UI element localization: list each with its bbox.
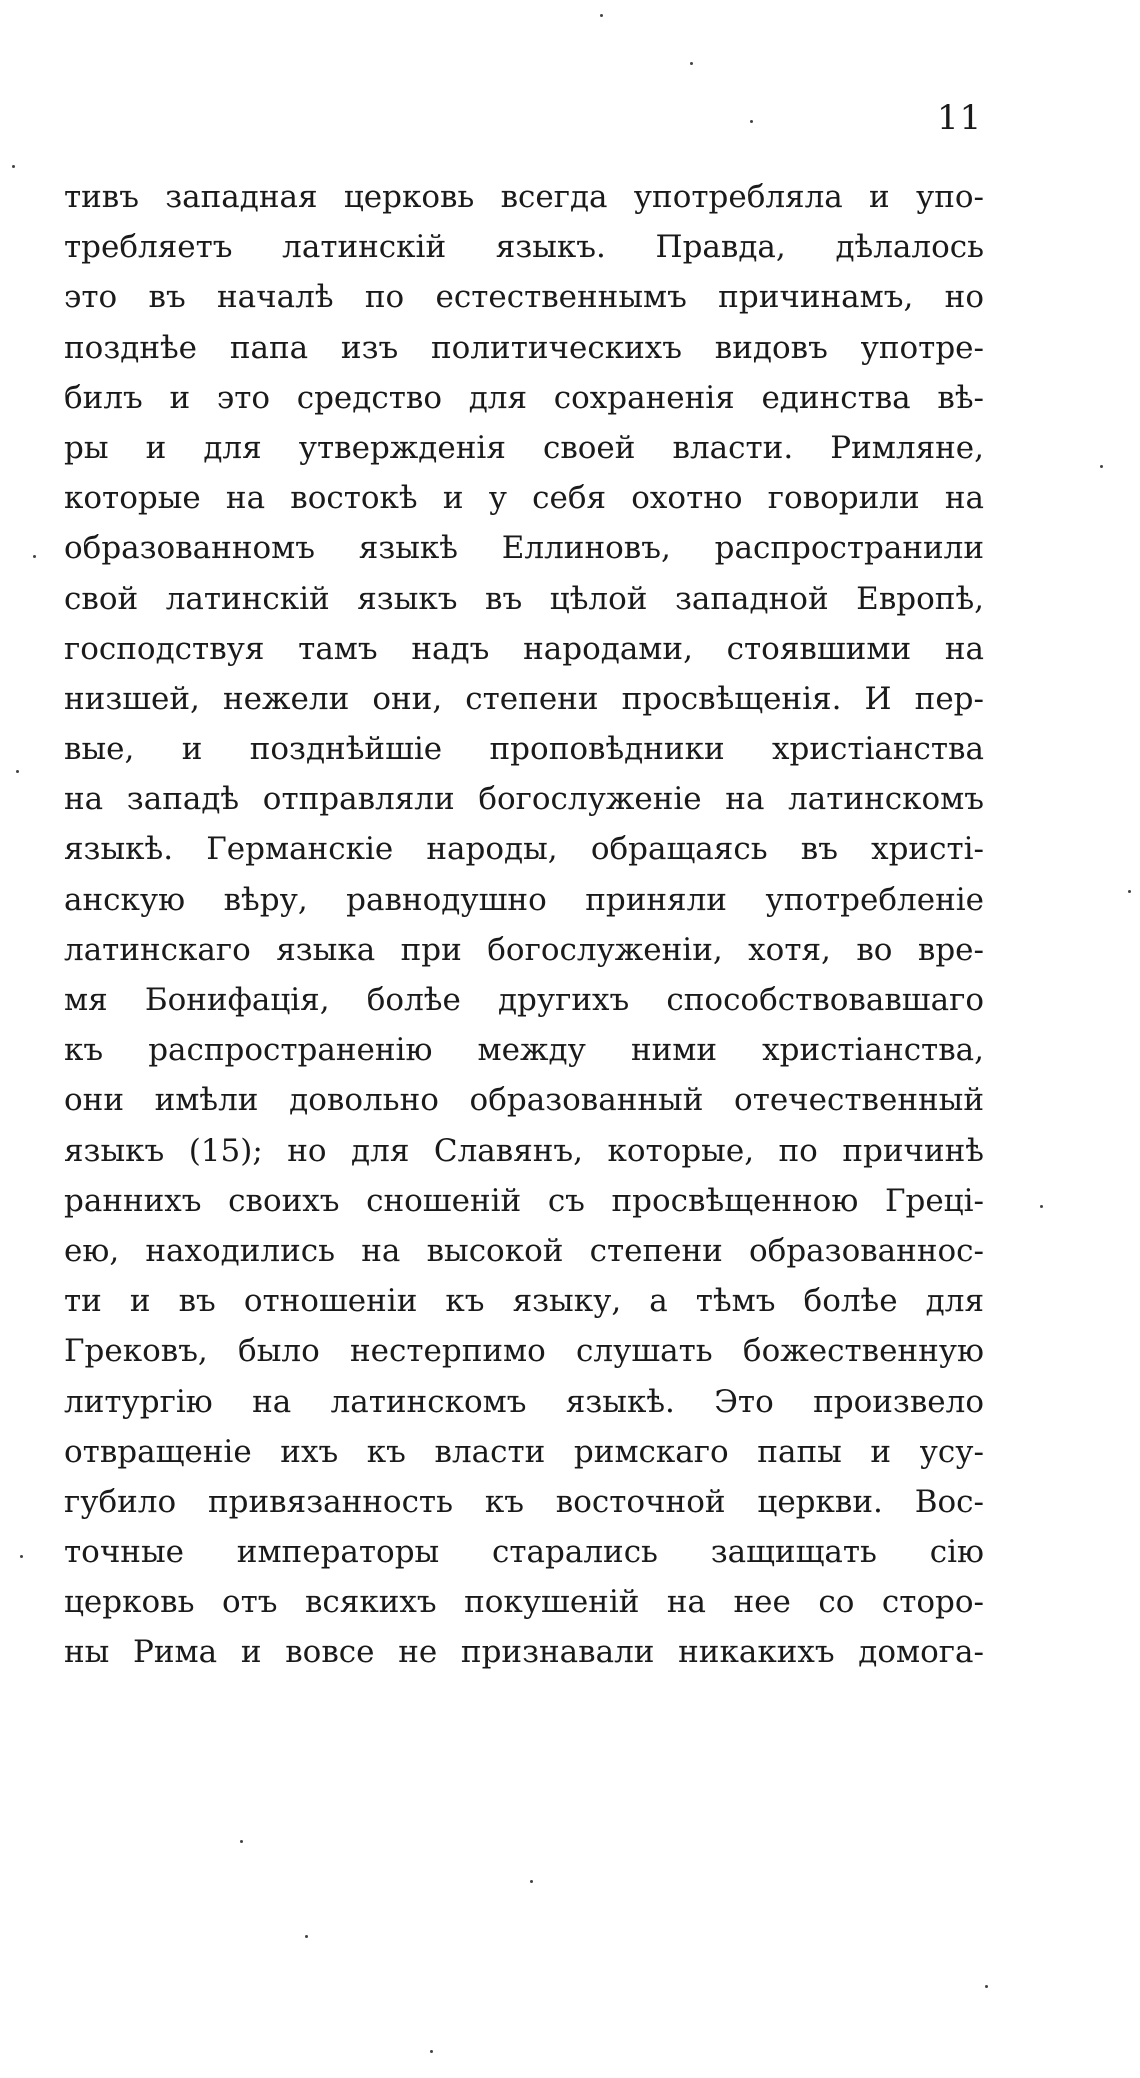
text-line: тивъ западная церковь всегда употребляла и упо- [64, 179, 984, 215]
text-line: мя Бонифація, болѣе другихъ способствовавшаго [64, 982, 984, 1018]
scan-speck [20, 1555, 23, 1558]
text-line: это въ началѣ по естественнымъ причинамъ, но [64, 279, 984, 316]
text-line: низшей, нежели они, степени просвѣщенія. И пер- [64, 680, 984, 717]
text-line: губило привязанность къ восточной церкви. Вос- [64, 1483, 984, 1520]
scan-speck [12, 165, 15, 168]
text-line: языкѣ. Германскіе народы, обращаясь въ христі- [64, 831, 984, 868]
scan-speck [985, 1985, 988, 1988]
page-number: 11 [937, 98, 983, 138]
scan-speck [1128, 890, 1131, 893]
text-line: языкъ (15); но для Славянъ, которые, по причинѣ [64, 1132, 984, 1169]
text-line: господствуя тамъ надъ народами, стоявшими на [64, 630, 984, 667]
scan-speck [750, 120, 753, 123]
text-line: литургію на латинскомъ языкѣ. Это произвело [64, 1383, 984, 1420]
scan-speck [690, 62, 693, 65]
text-line: требляетъ латинскій языкъ. Правда, дѣлалось [64, 229, 984, 266]
text-line: которые на востокѣ и у себя охотно говорили на [64, 480, 984, 517]
text-line: церковь отъ всякихъ покушеній на нее со сторо- [64, 1584, 984, 1621]
scan-speck [305, 1935, 308, 1938]
text-line: анскую вѣру, равнодушно приняли употребленіе [64, 881, 984, 918]
scan-speck [1040, 1205, 1043, 1208]
text-line: ры и для утвержденія своей власти. Римляне, [64, 429, 984, 466]
scan-speck [430, 2050, 433, 2053]
text-line: вые, и позднѣйшіе проповѣдники христіанства [64, 731, 984, 768]
text-line: свой латинскій языкъ въ цѣлой западной Европѣ, [64, 580, 984, 617]
text-line: къ распространенію между ними христіанства, [64, 1032, 984, 1069]
scan-speck [33, 555, 36, 558]
text-line: образованномъ языкѣ Еллиновъ, распространили [64, 530, 984, 567]
text-line: отвращеніе ихъ къ власти римскаго папы и усу- [64, 1433, 984, 1470]
scan-speck [1100, 465, 1103, 468]
body-text [64, 172, 984, 1678]
text-line: Грековъ, было нестерпимо слушать божественную [64, 1333, 984, 1370]
text-line: латинскаго языка при богослуженіи, хотя, во вре- [64, 931, 984, 968]
text-line: ны Рима и вовсе не признавали никакихъ домога- [64, 1634, 984, 1671]
scan-speck [530, 1880, 533, 1883]
text-line: на западѣ отправляли богослуженіе на латинскомъ [64, 781, 984, 818]
scan-speck [16, 770, 19, 773]
text-line: они имѣли довольно образованный отечественный [64, 1082, 984, 1119]
scan-speck [600, 14, 603, 17]
text-line: билъ и это средство для сохраненія единства вѣ- [64, 379, 984, 416]
text-line: раннихъ своихъ сношеній съ просвѣщенною Греці- [64, 1182, 984, 1219]
text-line: ти и въ отношеніи къ языку, а тѣмъ болѣе для [64, 1283, 984, 1320]
text-line: ею, находились на высокой степени образованнос- [64, 1232, 984, 1269]
scan-speck [240, 1840, 243, 1843]
text-line: точные императоры старались защищать сію [64, 1534, 984, 1571]
text-line: позднѣе папа изъ политическихъ видовъ употре- [64, 329, 984, 366]
